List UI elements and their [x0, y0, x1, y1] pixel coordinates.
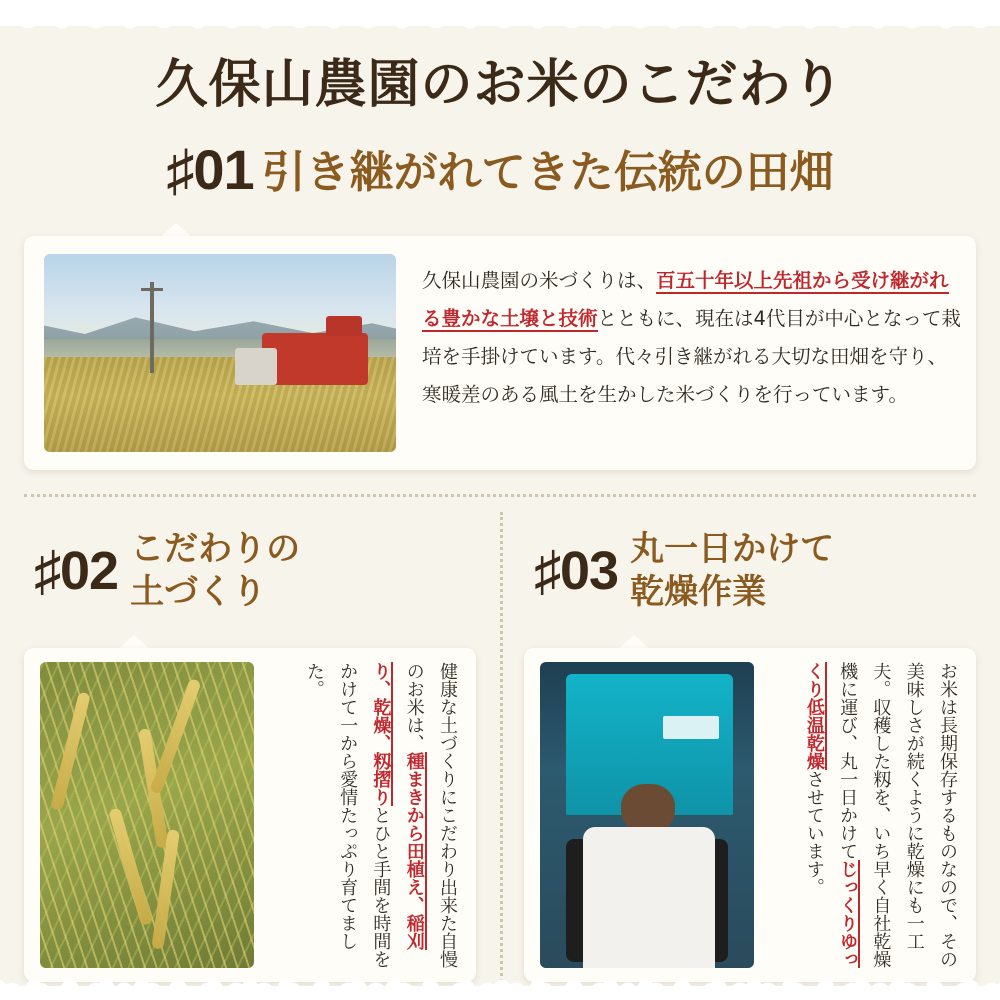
torn-paper-bottom-edge — [0, 986, 1000, 1000]
section-02-body-part-1: 健康な土づくりにこだわり出来た自慢のお米は、 — [403, 662, 458, 968]
section-03-body-part-1: お米は長期保存するものなので、その美味しさが続くように乾燥にも一工夫。収穫した籾を、いち早く自社乾燥機に運び、丸一日かけて — [837, 662, 958, 968]
section-02-body — [268, 662, 464, 968]
section-02-body-highlight: 種まきから田植え、稲刈り、乾燥、籾摺り — [370, 662, 425, 950]
section-02-subtitle — [130, 528, 300, 613]
page-title: 久保山農園のお米のこだわり — [155, 55, 845, 115]
section-03-body-highlight: じっくりゆっくり低温乾燥 — [803, 662, 859, 968]
section-03-heading — [534, 528, 834, 613]
section-02-card — [24, 648, 476, 982]
section-01-body-highlight: 百五十年以上先祖から受け継がれる豊かな土壌と技術 — [422, 269, 949, 331]
section-02-subtitle-line2: 土づくり — [130, 571, 267, 612]
section-03-subtitle-line1: 丸一日かけて — [630, 529, 835, 569]
section-03-photo — [540, 662, 754, 968]
section-01-card — [24, 236, 976, 470]
torn-paper-top-edge — [0, 0, 1000, 26]
section-03-card — [524, 648, 976, 982]
section-02-heading — [34, 528, 300, 613]
section-03-body — [768, 662, 964, 968]
section-01-photo — [44, 254, 396, 452]
section-02-number: ♯02 — [34, 540, 119, 601]
section-02-body-part-2: とひと手間を時間をかけて一から愛情たっぷり育てました。 — [303, 662, 392, 968]
section-03-subtitle-line2: 乾燥作業 — [630, 571, 767, 612]
section-03-body-part-2: させています。 — [803, 770, 825, 896]
horizontal-divider — [24, 494, 976, 497]
section-01-body — [422, 262, 962, 414]
section-03-subtitle — [630, 528, 834, 613]
section-01-number: ♯01 — [166, 138, 254, 201]
photo-utility-pole — [150, 282, 154, 373]
section-03-number: ♯03 — [534, 540, 619, 601]
card-02-pointer — [118, 635, 150, 649]
section-01-body-part-1: 久保山農園の米づくりは、 — [422, 269, 657, 292]
section-02-subtitle-line1: こだわりの — [130, 529, 301, 569]
card-01-pointer — [160, 223, 192, 237]
card-03-pointer — [618, 635, 650, 649]
vertical-divider — [500, 512, 503, 982]
section-01-subtitle: 引き継がれてきた伝統の田畑 — [261, 147, 834, 198]
section-02-photo — [40, 662, 254, 968]
section-01-heading — [0, 136, 1000, 202]
section-01-body-part-2: とともに、現在は4代目が中心となって栽培を手掛けています。代々引き継がれる大切な田畑を守り、寒暖差のある風土を生かした米づくりを行っています。 — [422, 307, 961, 407]
photo-farmer-head — [621, 784, 675, 833]
photo-combine-harvester — [262, 333, 368, 384]
photo-farmer-shirt — [583, 827, 716, 968]
